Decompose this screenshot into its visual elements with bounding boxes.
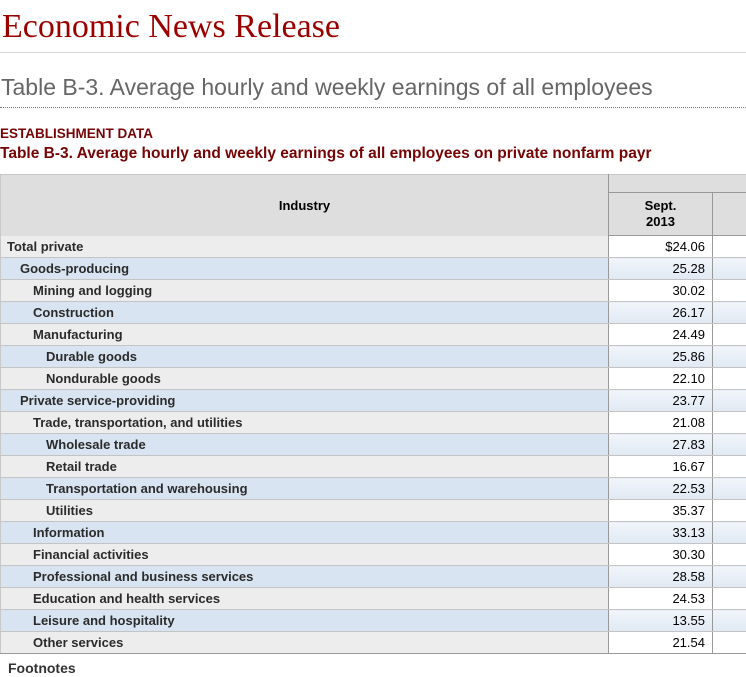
industry-label: Total private <box>1 236 609 258</box>
clipped-cell <box>713 588 746 610</box>
table-row <box>1 632 746 654</box>
industry-column-header: Industry <box>1 175 609 236</box>
release-subtitle: Table B-3. Average hourly and weekly earnings of all employees <box>0 53 746 108</box>
clipped-cell <box>713 610 746 632</box>
table-row <box>1 522 746 544</box>
period-year: 2013 <box>646 214 675 229</box>
industry-label: Nondurable goods <box>1 368 609 390</box>
clipped-cell <box>713 390 746 412</box>
clipped-cell <box>713 478 746 500</box>
establishment-data-label: ESTABLISHMENT DATA <box>0 126 153 141</box>
clipped-cell <box>713 500 746 522</box>
table-body <box>1 236 746 654</box>
industry-label: Mining and logging <box>1 280 609 302</box>
industry-label: Wholesale trade <box>1 434 609 456</box>
clipped-cell <box>713 522 746 544</box>
earnings-value: 22.10 <box>609 368 713 390</box>
clipped-cell <box>713 324 746 346</box>
clipped-cell <box>713 434 746 456</box>
earnings-value: 24.53 <box>609 588 713 610</box>
earnings-value: 25.28 <box>609 258 713 280</box>
earnings-value: $24.06 <box>609 236 713 258</box>
table-row <box>1 566 746 588</box>
table-row <box>1 302 746 324</box>
industry-label: Financial activities <box>1 544 609 566</box>
earnings-value: 28.58 <box>609 566 713 588</box>
table-row <box>1 368 746 390</box>
table-header <box>1 175 746 236</box>
earnings-value: 16.67 <box>609 456 713 478</box>
clipped-cell <box>713 280 746 302</box>
table-row <box>1 390 746 412</box>
table-row <box>1 324 746 346</box>
earnings-value: 23.77 <box>609 390 713 412</box>
earnings-value: 35.37 <box>609 500 713 522</box>
industry-label: Construction <box>1 302 609 324</box>
industry-label: Manufacturing <box>1 324 609 346</box>
earnings-value: 22.53 <box>609 478 713 500</box>
table-row <box>1 478 746 500</box>
earnings-value: 30.02 <box>609 280 713 302</box>
table-row <box>1 544 746 566</box>
clipped-cell <box>713 346 746 368</box>
clipped-column-header <box>713 193 746 236</box>
industry-label: Transportation and warehousing <box>1 478 609 500</box>
table-row <box>1 500 746 522</box>
table-row <box>1 588 746 610</box>
clipped-cell <box>713 544 746 566</box>
earnings-value: 25.86 <box>609 346 713 368</box>
table-row <box>1 456 746 478</box>
footnotes-heading: Footnotes <box>8 660 76 676</box>
earnings-value: 33.13 <box>609 522 713 544</box>
table-row <box>1 610 746 632</box>
industry-label: Leisure and hospitality <box>1 610 609 632</box>
earnings-value: 30.30 <box>609 544 713 566</box>
industry-label: Utilities <box>1 500 609 522</box>
clipped-cell <box>713 632 746 654</box>
clipped-cell <box>713 258 746 280</box>
industry-label: Trade, transportation, and utilities <box>1 412 609 434</box>
clipped-cell <box>713 456 746 478</box>
table-row <box>1 346 746 368</box>
period-column-header <box>609 193 713 236</box>
earnings-value: 27.83 <box>609 434 713 456</box>
industry-label: Other services <box>1 632 609 654</box>
industry-label: Goods-producing <box>1 258 609 280</box>
table-title: Table B-3. Average hourly and weekly earnings of all employees on private nonfarm payr <box>0 145 652 162</box>
earnings-table <box>0 174 746 654</box>
clipped-cell <box>713 236 746 258</box>
table-row <box>1 236 746 258</box>
industry-label: Education and health services <box>1 588 609 610</box>
earnings-value: 21.54 <box>609 632 713 654</box>
table-row <box>1 434 746 456</box>
table-row <box>1 258 746 280</box>
industry-label: Durable goods <box>1 346 609 368</box>
clipped-cell <box>713 368 746 390</box>
industry-label: Information <box>1 522 609 544</box>
page-title: Economic News Release <box>2 8 340 45</box>
clipped-cell <box>713 302 746 324</box>
industry-label: Retail trade <box>1 456 609 478</box>
group-column-header <box>609 175 746 193</box>
clipped-cell <box>713 412 746 434</box>
clipped-cell <box>713 566 746 588</box>
period-month: Sept. <box>644 198 677 213</box>
table-row <box>1 280 746 302</box>
earnings-value: 13.55 <box>609 610 713 632</box>
earnings-value: 26.17 <box>609 302 713 324</box>
industry-label: Professional and business services <box>1 566 609 588</box>
masthead <box>0 0 746 53</box>
table-row <box>1 412 746 434</box>
earnings-value: 21.08 <box>609 412 713 434</box>
industry-label: Private service-providing <box>1 390 609 412</box>
earnings-value: 24.49 <box>609 324 713 346</box>
